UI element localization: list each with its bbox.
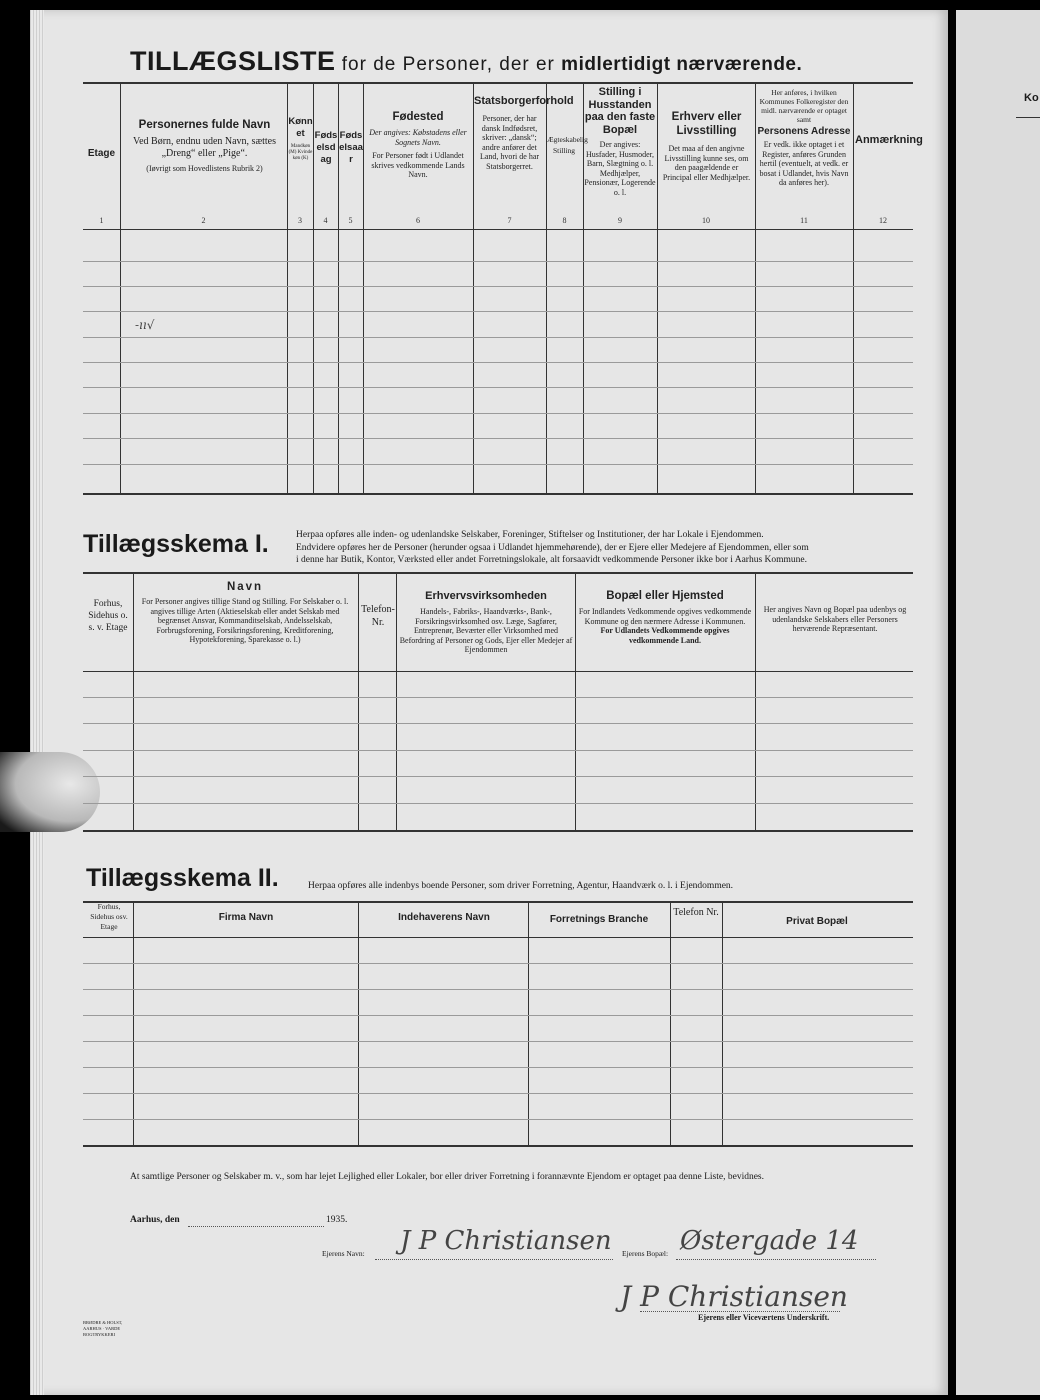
col-citizenship-header: Statsborgerforhold Personer, der har dansk Indfødsret, skriver: „dansk“; andre anfører det Land, hvori de har Statsborgerret. [474, 95, 574, 171]
row-rule [83, 803, 913, 804]
declaration-text: At samtlige Personer og Selskaber m. v., som har lejet Lejlighed eller Lokaler, bor eller driver Forretning i forannævnte Ejendom er optaget paa denne Liste, bevidnes. [130, 1172, 764, 1182]
row-rule [83, 1119, 913, 1120]
row-rule [83, 413, 913, 414]
f3-col-branch-header: Forretnings Branche [549, 914, 649, 925]
tillaegsskema-2-title: Tillægsskema II. [86, 864, 279, 892]
column-rule [670, 903, 671, 1145]
col-address-header: Her anføres, i hvilken Kommunes Folkeregister den midl. nærværende er optaget samt Personens Adresse Er vedk. ikke optaget i et Register, anføres Grunden hertil (eventuelt, at vedk. er bosat i Udlandet, hvis Navn da anføres her). [757, 88, 851, 187]
col-household-header: Stilling i Husstanden paa den faste Bopæl Der angives: Husfader, Husmoder, Barn, Slægtning o. l. Medhjælper, Pensionær, Logerende o. l. [584, 86, 656, 197]
column-rule [528, 903, 529, 1145]
facing-page [956, 10, 1040, 1395]
row-rule [83, 311, 913, 312]
f3-col-floor-header: Forhus, Sidehus osv. Etage [90, 902, 128, 931]
f3-col-phone-header: Telefon Nr. [673, 907, 719, 918]
f2-col-representative-header: Her angives Navn og Bopæl paa udenbys og udenlandske Selskabers eller Personers herværende Repræsentant. [763, 605, 907, 633]
column-rule [575, 574, 576, 830]
row-rule [83, 1093, 913, 1094]
signature-label: Ejerens eller Viceværtens Underskrift. [698, 1313, 830, 1322]
f3-col-address-header: Privat Bopæl [786, 916, 848, 927]
column-rule [133, 574, 134, 830]
row-rule [83, 286, 913, 287]
handwritten-mark: -ıı√ [135, 318, 155, 332]
owner-address-label: Ejerens Bopæl: [622, 1249, 669, 1258]
row-rule [83, 697, 913, 698]
row-rule [83, 1041, 913, 1042]
row-rule [83, 337, 913, 338]
column-rule [755, 574, 756, 830]
column-rule [396, 574, 397, 830]
column-rule [120, 84, 121, 493]
printer-imprint: BRØDRE & HOLST, AARHUS · VARDE BOGTRYKKERI [83, 1320, 123, 1337]
f3-col-firm-header: Firma Navn [218, 912, 274, 923]
f2-col-floor-header: Forhus, Sidehus o. s. v. Etage [88, 599, 128, 633]
row-rule [83, 1015, 913, 1016]
year-label: 1935. [326, 1215, 348, 1225]
owner-name-handwritten: J P Christiansen [400, 1226, 612, 1256]
row-rule [83, 776, 913, 777]
col-name-header: Personernes fulde Navn Ved Børn, endnu uden Navn, sættes „Dreng“ eller „Pige“. (Iøvrigt som Hovedlistens Rubrik 2) [132, 119, 277, 173]
thumb [0, 752, 100, 832]
row-rule [83, 362, 913, 363]
row-rule [83, 989, 913, 990]
column-rule [133, 903, 134, 1145]
f3-col-owner-header: Indehaverens Navn [398, 912, 490, 923]
owner-name-label: Ejerens Navn: [322, 1249, 365, 1258]
tillaegsskema-2-description: Herpaa opføres alle indenbys boende Personer, som driver Forretning, Agentur, Haandværk o. l. i Ejendommen. [308, 881, 734, 891]
city-label: Aarhus, den [130, 1215, 180, 1225]
page-stack-edge [30, 10, 44, 1395]
col-remarks-header: Anmærkning [855, 134, 923, 146]
signature-handwritten: J P Christiansen [620, 1280, 848, 1313]
row-rule [83, 387, 913, 388]
col-marital-header: Ægteskabelig Stilling [547, 135, 588, 155]
col-etage-header: Etage [87, 148, 116, 159]
row-rule [83, 963, 913, 964]
f2-col-residence-header: Bopæl eller Hjemsted For Indlandets Vedkommende opgives vedkommende Kommune og den nærmere Adresse i Kommunen. For Udlandets Vedkommende opgives vedkommende Land. [578, 590, 752, 645]
col-occupation-header: Erhverv eller Livsstilling Det maa af den angivne Livsstilling kunne ses, om den paagældende er Principal eller Medhjælper. [662, 111, 751, 182]
f2-col-phone-header: Telefon-Nr. [361, 604, 395, 628]
row-rule [83, 438, 913, 439]
row-rule [83, 1067, 913, 1068]
owner-address-handwritten: Østergade 14 [680, 1226, 859, 1256]
facing-page-header: Ko [1024, 92, 1039, 104]
row-rule [83, 261, 913, 262]
row-rule [83, 750, 913, 751]
col-sex-header: Kønnet Mandkøn (M) Kvindekøn (K) [288, 116, 313, 161]
col-birthyear-header: Fødselsaar [339, 130, 363, 165]
f2-col-name-header: Navn For Personer angives tillige Stand og Stilling. For Selskaber o. l. angives tillige Arten (Aktieselskab eller andet Selskab med begrænset Ansvar, Kommanditselskab, Andelsselskab, Forbrugsforening, Forsikringsforening, Kreditforening, Hypotekforening, Sparekasse o. l.) [141, 581, 349, 644]
tillaegsskema-1-description: Herpaa opføres alle inden- og udenlandske Selskaber, Foreninger, Stiftelser og Institutioner, der har Lokale i Ejendommen. Endvidere opføres her de Personer (herunder ogsaa i Udlandet hjemmehørende), der er Ejere eller Medejere af Ejendommen, eller som i denne har Butik, Kontor, Værksted eller andet Forretningslokale, alt forsaavidt vedkommende Personer ikke bor i Aarhus Kommune. [296, 530, 809, 565]
column-rule [722, 903, 723, 1145]
column-rule [363, 84, 364, 493]
f2-col-business-header: Erhvervsvirksomheden Handels-, Fabriks-, Haandværks-, Bank-, Forsikringsvirksomhed osv. Læge, Sagfører, Entreprenør, Beværter eller Virksomhed med Befordring af Personer og Gods, Ejer eller Medejer af Ejendommen [399, 590, 573, 654]
tillaegsliste-title: TILLÆGSLISTE for de Personer, der er midlertidigt nærværende. [130, 46, 803, 76]
column-rule [358, 574, 359, 830]
column-rule [657, 84, 658, 493]
col-birthplace-header: Fødested Der angives: Købstadens eller Sognets Navn. For Personer født i Udlandet skrives vedkommende Lands Navn. [369, 111, 467, 179]
column-rule [358, 903, 359, 1145]
col-birthday-header: Fødselsdag [314, 130, 338, 165]
column-rule [853, 84, 854, 493]
tillaegsskema-1-title: Tillægsskema I. [83, 530, 269, 558]
row-rule [83, 464, 913, 465]
row-rule [83, 723, 913, 724]
